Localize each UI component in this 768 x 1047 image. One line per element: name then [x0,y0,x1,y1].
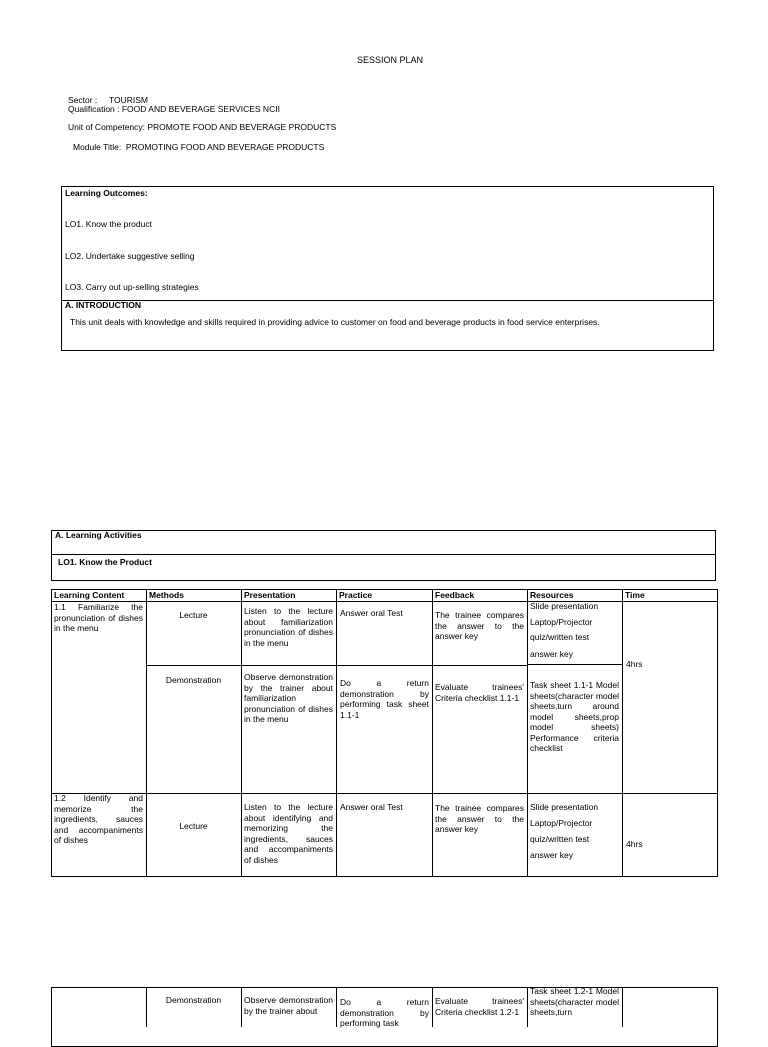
resource-item: Laptop/Projector [530,818,593,828]
resources-cell: Task sheet 1.1-1 Model sheets(character model sheets,turn around model sheets,prop model sheets) Performance criteria checklist [530,680,619,753]
introduction-text: This unit deals with knowledge and skills required in providing advice to customer on food and beverage products in food service enterprises. [70,317,600,327]
method-lecture: Lecture [179,821,208,831]
lo1-heading: LO1. Know the Product [58,557,152,567]
learning-activities-box [51,530,716,581]
divider [51,601,718,602]
column-header-practice: Practice [339,590,373,600]
divider [622,589,623,877]
feedback-cell: The trainee compares the answer to the answer key [435,803,524,834]
column-header-resources: Resources [530,590,574,600]
resource-item: Slide presentation [530,601,599,611]
practice-cell: Answer oral Test [340,802,403,812]
practice-cell: Answer oral Test [340,608,403,618]
resource-item: answer key [530,850,573,860]
learning-content-1-1: 1.1 Familiarize the pronunciation of dishes in the menu [54,602,143,633]
divider [527,664,623,665]
divider [51,793,718,794]
learning-content-1-2: 1.2 Identify and memorize the ingredients, sauces and accompaniments of dishes [54,793,143,845]
time-cell: 4hrs [626,659,643,669]
method-demonstration: Demonstration [165,675,222,685]
resource-item: Slide presentation [530,802,599,812]
feedback-cell: Evaluate trainees' Criteria checklist 1.1-1 [435,682,524,703]
presentation-cell: Observe demonstration by the trainer about familiarization pronunciation of dishes in the menu [244,672,333,724]
resource-item: answer key [530,649,573,659]
module-title-line: Module Title: PROMOTING FOOD AND BEVERAGE PRODUCTS [73,142,325,152]
learning-outcomes-heading: Learning Outcomes: [65,188,148,198]
learning-activities-heading: A. Learning Activities [55,530,142,540]
qualification-line: Qualification : FOOD AND BEVERAGE SERVICES NCII [68,104,280,114]
practice-cell: Do a return demonstration by performing task sheet 1.1-1 [340,678,429,720]
outcome-lo1: LO1. Know the product [65,219,152,229]
divider [622,987,623,1027]
column-header-learning-content: Learning Content [54,590,125,600]
outcome-lo3: LO3. Carry out up-selling strategies [65,282,199,292]
presentation-cell: Listen to the lecture about identifying and memorizing the ingredients, sauces and accompaniments of dishes [244,802,333,865]
divider [146,987,147,1027]
outcome-lo2: LO2. Undertake suggestive selling [65,251,195,261]
page-title: SESSION PLAN [356,55,424,65]
column-header-feedback: Feedback [435,590,475,600]
divider [432,589,433,877]
presentation-cell: Observe demonstration by the trainer about [244,995,333,1016]
column-header-time: Time [625,590,645,600]
divider [241,589,242,877]
resource-item: quiz/written test [530,632,590,642]
method-demonstration: Demonstration [165,995,222,1005]
divider [61,300,714,301]
resource-item: Laptop/Projector [530,617,593,627]
divider [241,987,242,1027]
divider [432,987,433,1027]
divider [336,589,337,877]
presentation-cell: Listen to the lecture about familiarization pronunciation of dishes in the menu [244,606,333,648]
resource-item: quiz/written test [530,834,590,844]
feedback-cell: The trainee compares the answer to the answer key [435,610,524,641]
competency-line: Unit of Competency: PROMOTE FOOD AND BEVERAGE PRODUCTS [68,122,337,132]
resources-cell: Task sheet 1.2-1 Model sheets(character model sheets,turn [530,986,619,1017]
divider [527,987,528,1027]
divider [336,987,337,1027]
sector-line: Sector : TOURISM [68,95,148,105]
method-lecture: Lecture [179,610,208,620]
column-header-presentation: Presentation [244,590,296,600]
time-cell: 4hrs [626,839,643,849]
introduction-heading: A. INTRODUCTION [65,300,142,310]
divider [51,554,716,555]
divider [527,589,528,877]
column-header-methods: Methods [149,590,184,600]
feedback-cell: Evaluate trainees' Criteria checklist 1.2-1 [435,996,524,1017]
divider [146,589,147,877]
practice-cell: Do a return demonstration by performing task [340,997,429,1028]
